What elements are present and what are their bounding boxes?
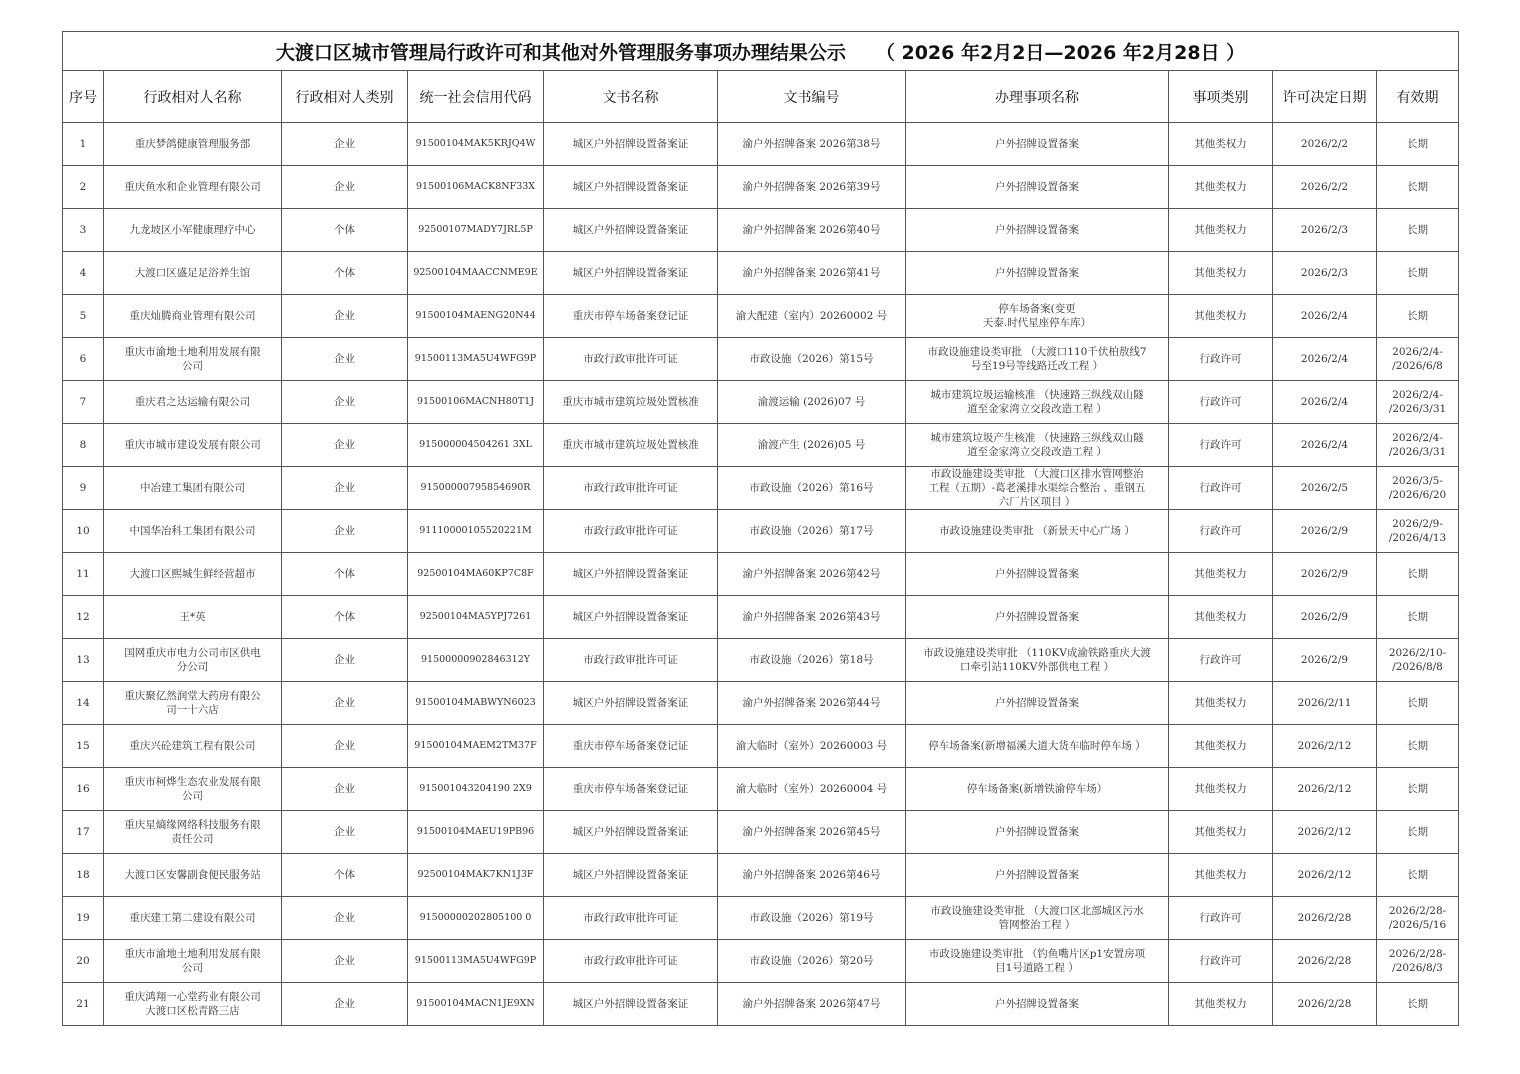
cell-code: 91500000795854690R	[408, 467, 544, 510]
cell-name: 大渡口区熙城生鲜经营超市	[104, 553, 282, 596]
cell-category: 其他类权力	[1169, 295, 1273, 338]
cell-name: 重庆兴砼建筑工程有限公司	[104, 725, 282, 768]
header-doc-no: 文书编号	[718, 71, 906, 123]
cell-no: 3	[63, 209, 104, 252]
cell-type: 企业	[282, 424, 408, 467]
cell-doc-name: 城区户外招牌设置备案证	[544, 209, 718, 252]
cell-date: 2026/2/4	[1273, 424, 1377, 467]
cell-type: 企业	[282, 510, 408, 553]
cell-doc-name: 城区户外招牌设置备案证	[544, 682, 718, 725]
cell-item: 户外招牌设置备案	[906, 209, 1169, 252]
cell-doc-name: 重庆市城市建筑垃圾处置核准	[544, 381, 718, 424]
cell-validity: 2026/2/28- /2026/5/16	[1377, 897, 1459, 940]
cell-doc-name: 市政行政审批许可证	[544, 510, 718, 553]
cell-category: 行政许可	[1169, 639, 1273, 682]
cell-name: 重庆灿腾商业管理有限公司	[104, 295, 282, 338]
cell-type: 企业	[282, 811, 408, 854]
cell-doc-no: 市政设施（2026）第16号	[718, 467, 906, 510]
cell-category: 行政许可	[1169, 897, 1273, 940]
cell-no: 7	[63, 381, 104, 424]
cell-type: 企业	[282, 295, 408, 338]
cell-name: 重庆星熵缘网络科技服务有限 责任公司	[104, 811, 282, 854]
cell-doc-no: 市政设施（2026）第18号	[718, 639, 906, 682]
cell-doc-name: 市政行政审批许可证	[544, 338, 718, 381]
cell-date: 2026/2/12	[1273, 768, 1377, 811]
cell-date: 2026/2/5	[1273, 467, 1377, 510]
cell-doc-no: 渝户外招牌备案 2026第38号	[718, 123, 906, 166]
cell-name: 重庆市渝地土地利用发展有限 公司	[104, 338, 282, 381]
cell-no: 19	[63, 897, 104, 940]
table-row	[63, 338, 1459, 381]
cell-doc-no: 市政设施（2026）第15号	[718, 338, 906, 381]
cell-type: 个体	[282, 209, 408, 252]
cell-category: 其他类权力	[1169, 854, 1273, 897]
cell-doc-no: 渝大临时（室外）20260003 号	[718, 725, 906, 768]
cell-date: 2026/2/9	[1273, 596, 1377, 639]
table-row	[63, 854, 1459, 897]
cell-name: 国网重庆市电力公司市区供电 分公司	[104, 639, 282, 682]
header-item: 办理事项名称	[906, 71, 1169, 123]
cell-type: 企业	[282, 768, 408, 811]
cell-date: 2026/2/9	[1273, 553, 1377, 596]
cell-no: 11	[63, 553, 104, 596]
cell-validity: 2026/2/10- /2026/8/8	[1377, 639, 1459, 682]
table-row	[63, 596, 1459, 639]
cell-name: 重庆君之达运输有限公司	[104, 381, 282, 424]
cell-doc-no: 渝户外招牌备案 2026第41号	[718, 252, 906, 295]
cell-category: 其他类权力	[1169, 553, 1273, 596]
cell-item: 户外招牌设置备案	[906, 252, 1169, 295]
cell-category: 其他类权力	[1169, 811, 1273, 854]
cell-doc-no: 市政设施（2026）第19号	[718, 897, 906, 940]
cell-code: 915001043204190 2X9	[408, 768, 544, 811]
table-row	[63, 983, 1459, 1026]
header-code: 统一社会信用代码	[408, 71, 544, 123]
cell-code: 91500104MAEM2TM37F	[408, 725, 544, 768]
cell-validity: 长期	[1377, 983, 1459, 1026]
cell-no: 20	[63, 940, 104, 983]
title-date-range: （ 2026 年2月2日—2026 年2月28日 ）	[875, 41, 1246, 64]
table-row	[63, 553, 1459, 596]
cell-doc-name: 城区户外招牌设置备案证	[544, 166, 718, 209]
cell-item: 户外招牌设置备案	[906, 166, 1169, 209]
cell-doc-no: 渝大临时（室外）20260004 号	[718, 768, 906, 811]
cell-item: 户外招牌设置备案	[906, 682, 1169, 725]
cell-doc-name: 城区户外招牌设置备案证	[544, 123, 718, 166]
cell-date: 2026/2/4	[1273, 381, 1377, 424]
cell-doc-no: 渝户外招牌备案 2026第45号	[718, 811, 906, 854]
cell-item: 户外招牌设置备案	[906, 553, 1169, 596]
table-row	[63, 166, 1459, 209]
cell-validity: 2026/2/4- /2026/6/8	[1377, 338, 1459, 381]
cell-no: 21	[63, 983, 104, 1026]
cell-no: 12	[63, 596, 104, 639]
notice-sheet	[62, 31, 1458, 1026]
cell-type: 个体	[282, 596, 408, 639]
cell-type: 企业	[282, 381, 408, 424]
cell-date: 2026/2/12	[1273, 725, 1377, 768]
cell-item: 市政设施建设类审批 （大渡口区排水管网整治 工程（五期）-葛老溪排水渠综合整治 、重钢五 六厂片区项目 ）	[906, 467, 1169, 510]
cell-category: 行政许可	[1169, 467, 1273, 510]
cell-type: 企业	[282, 123, 408, 166]
cell-doc-name: 城区户外招牌设置备案证	[544, 596, 718, 639]
cell-no: 1	[63, 123, 104, 166]
cell-doc-no: 渝户外招牌备案 2026第47号	[718, 983, 906, 1026]
table-row	[63, 295, 1459, 338]
cell-name: 重庆聚亿然润堂大药房有限公 司一十六店	[104, 682, 282, 725]
cell-item: 市政设施建设类审批 （新景天中心广场 ）	[906, 510, 1169, 553]
cell-code: 92500104MA60KP7C8F	[408, 553, 544, 596]
cell-no: 4	[63, 252, 104, 295]
cell-no: 10	[63, 510, 104, 553]
cell-no: 13	[63, 639, 104, 682]
cell-no: 16	[63, 768, 104, 811]
cell-validity: 长期	[1377, 252, 1459, 295]
cell-date: 2026/2/28	[1273, 940, 1377, 983]
cell-doc-name: 城区户外招牌设置备案证	[544, 811, 718, 854]
cell-doc-no: 渝户外招牌备案 2026第43号	[718, 596, 906, 639]
header-category: 事项类别	[1169, 71, 1273, 123]
cell-doc-no: 渝渡产生 (2026)05 号	[718, 424, 906, 467]
cell-date: 2026/2/2	[1273, 166, 1377, 209]
cell-category: 其他类权力	[1169, 596, 1273, 639]
cell-code: 91500106MACK8NF33X	[408, 166, 544, 209]
cell-category: 行政许可	[1169, 424, 1273, 467]
header-doc-name: 文书名称	[544, 71, 718, 123]
cell-code: 91500113MA5U4WFG9P	[408, 338, 544, 381]
cell-code: 92500104MAK7KN1J3F	[408, 854, 544, 897]
cell-code: 91500104MABWYN6023	[408, 682, 544, 725]
table-row	[63, 209, 1459, 252]
cell-date: 2026/2/28	[1273, 897, 1377, 940]
cell-type: 企业	[282, 983, 408, 1026]
table-row	[63, 467, 1459, 510]
cell-validity: 长期	[1377, 123, 1459, 166]
cell-doc-no: 渝户外招牌备案 2026第39号	[718, 166, 906, 209]
title-text: 大渡口区城市管理局行政许可和其他对外管理服务事项办理结果公示	[275, 41, 846, 64]
table-row	[63, 424, 1459, 467]
cell-name: 九龙坡区小军健康理疗中心	[104, 209, 282, 252]
cell-type: 企业	[282, 940, 408, 983]
cell-doc-name: 城区户外招牌设置备案证	[544, 854, 718, 897]
cell-name: 大渡口区盛足足浴养生馆	[104, 252, 282, 295]
cell-item: 停车场备案(变更 天泰.时代星座停车库）	[906, 295, 1169, 338]
table-row	[63, 940, 1459, 983]
table-row	[63, 682, 1459, 725]
cell-name: 中冶建工集团有限公司	[104, 467, 282, 510]
cell-date: 2026/2/28	[1273, 983, 1377, 1026]
cell-code: 91500104MAENG20N44	[408, 295, 544, 338]
cell-date: 2026/2/12	[1273, 854, 1377, 897]
cell-type: 企业	[282, 682, 408, 725]
cell-item: 市政设施建设类审批 （大渡口110千伏柏敖线7 号至19号等线路迁改工程 ）	[906, 338, 1169, 381]
cell-category: 其他类权力	[1169, 166, 1273, 209]
cell-doc-name: 重庆市停车场备案登记证	[544, 725, 718, 768]
cell-date: 2026/2/3	[1273, 209, 1377, 252]
header-row	[63, 71, 1459, 123]
cell-type: 企业	[282, 166, 408, 209]
cell-date: 2026/2/12	[1273, 811, 1377, 854]
cell-doc-name: 市政行政审批许可证	[544, 940, 718, 983]
cell-name: 重庆鱼水和企业管理有限公司	[104, 166, 282, 209]
cell-code: 92500107MADY7JRL5P	[408, 209, 544, 252]
cell-date: 2026/2/2	[1273, 123, 1377, 166]
cell-doc-name: 重庆市停车场备案登记证	[544, 768, 718, 811]
page-title	[63, 32, 1459, 71]
cell-doc-name: 市政行政审批许可证	[544, 639, 718, 682]
cell-date: 2026/2/9	[1273, 639, 1377, 682]
cell-doc-name: 城区户外招牌设置备案证	[544, 553, 718, 596]
cell-type: 企业	[282, 467, 408, 510]
cell-category: 其他类权力	[1169, 252, 1273, 295]
cell-doc-name: 重庆市停车场备案登记证	[544, 295, 718, 338]
cell-item: 户外招牌设置备案	[906, 854, 1169, 897]
cell-validity: 长期	[1377, 295, 1459, 338]
cell-doc-no: 市政设施（2026）第20号	[718, 940, 906, 983]
cell-no: 9	[63, 467, 104, 510]
cell-name: 大渡口区安馨副食便民服务站	[104, 854, 282, 897]
table-body	[63, 123, 1459, 1026]
cell-date: 2026/2/3	[1273, 252, 1377, 295]
table-row	[63, 381, 1459, 424]
cell-category: 行政许可	[1169, 381, 1273, 424]
cell-item: 市政设施建设类审批 （钓鱼嘴片区p1安置房项 目1号道路工程 ）	[906, 940, 1169, 983]
cell-category: 行政许可	[1169, 338, 1273, 381]
cell-type: 企业	[282, 639, 408, 682]
cell-code: 915000004504261 3XL	[408, 424, 544, 467]
cell-type: 个体	[282, 252, 408, 295]
cell-date: 2026/2/11	[1273, 682, 1377, 725]
cell-doc-no: 渝户外招牌备案 2026第44号	[718, 682, 906, 725]
table-row	[63, 768, 1459, 811]
cell-category: 行政许可	[1169, 940, 1273, 983]
cell-type: 企业	[282, 725, 408, 768]
cell-item: 城市建筑垃圾运输核准 （快速路三纵线双山隧 道至金家湾立交段改造工程 ）	[906, 381, 1169, 424]
cell-doc-name: 重庆市城市建筑垃圾处置核准	[544, 424, 718, 467]
cell-doc-no: 渝户外招牌备案 2026第42号	[718, 553, 906, 596]
cell-doc-no: 渝户外招牌备案 2026第40号	[718, 209, 906, 252]
cell-type: 个体	[282, 854, 408, 897]
table-row	[63, 510, 1459, 553]
cell-validity: 长期	[1377, 553, 1459, 596]
table-row	[63, 639, 1459, 682]
header-no: 序号	[63, 71, 104, 123]
cell-category: 其他类权力	[1169, 725, 1273, 768]
header-type: 行政相对人类别	[282, 71, 408, 123]
cell-validity: 长期	[1377, 209, 1459, 252]
cell-doc-no: 渝大配建（室内）20260002 号	[718, 295, 906, 338]
cell-validity: 长期	[1377, 768, 1459, 811]
cell-name: 重庆建工第二建设有限公司	[104, 897, 282, 940]
cell-validity: 2026/2/28- /2026/8/3	[1377, 940, 1459, 983]
cell-date: 2026/2/4	[1273, 295, 1377, 338]
cell-name: 王*英	[104, 596, 282, 639]
cell-validity: 长期	[1377, 811, 1459, 854]
cell-item: 户外招牌设置备案	[906, 596, 1169, 639]
cell-code: 91500000902846312Y	[408, 639, 544, 682]
cell-code: 91500104MAK5KRJQ4W	[408, 123, 544, 166]
table-row	[63, 811, 1459, 854]
cell-code: 91110000105520221M	[408, 510, 544, 553]
table-row	[63, 252, 1459, 295]
cell-no: 17	[63, 811, 104, 854]
cell-no: 15	[63, 725, 104, 768]
cell-name: 重庆市柯烨生态农业发展有限 公司	[104, 768, 282, 811]
cell-doc-no: 市政设施（2026）第17号	[718, 510, 906, 553]
cell-no: 2	[63, 166, 104, 209]
cell-validity: 长期	[1377, 166, 1459, 209]
cell-category: 其他类权力	[1169, 983, 1273, 1026]
cell-item: 市政设施建设类审批 （110KV成渝铁路重庆大渡 口牵引站110KV外部供电工程 ）	[906, 639, 1169, 682]
cell-item: 户外招牌设置备案	[906, 123, 1169, 166]
cell-name: 重庆市城市建设发展有限公司	[104, 424, 282, 467]
cell-type: 个体	[282, 553, 408, 596]
cell-code: 91500000202805100 0	[408, 897, 544, 940]
cell-validity: 2026/2/4- /2026/3/31	[1377, 381, 1459, 424]
cell-name: 重庆市渝地土地利用发展有限 公司	[104, 940, 282, 983]
cell-validity: 2026/3/5- /2026/6/20	[1377, 467, 1459, 510]
cell-category: 行政许可	[1169, 510, 1273, 553]
cell-no: 6	[63, 338, 104, 381]
cell-doc-name: 城区户外招牌设置备案证	[544, 983, 718, 1026]
cell-category: 其他类权力	[1169, 768, 1273, 811]
cell-category: 其他类权力	[1169, 209, 1273, 252]
cell-category: 其他类权力	[1169, 682, 1273, 725]
header-name: 行政相对人名称	[104, 71, 282, 123]
cell-date: 2026/2/9	[1273, 510, 1377, 553]
cell-name: 重庆梦鸽健康管理服务部	[104, 123, 282, 166]
cell-item: 停车场备案(新增铁渝停车场）	[906, 768, 1169, 811]
cell-validity: 2026/2/9- /2026/4/13	[1377, 510, 1459, 553]
cell-name: 中国华冶科工集团有限公司	[104, 510, 282, 553]
cell-no: 8	[63, 424, 104, 467]
results-table	[62, 31, 1459, 1026]
header-date: 许可决定日期	[1273, 71, 1377, 123]
cell-validity: 长期	[1377, 682, 1459, 725]
cell-name: 重庆鸿翔一心堂药业有限公司 大渡口区松青路三店	[104, 983, 282, 1026]
cell-code: 92500104MA5YPJ7261	[408, 596, 544, 639]
cell-type: 企业	[282, 897, 408, 940]
cell-doc-name: 市政行政审批许可证	[544, 897, 718, 940]
cell-validity: 长期	[1377, 854, 1459, 897]
cell-code: 92500104MAACCNME9E	[408, 252, 544, 295]
cell-no: 14	[63, 682, 104, 725]
table-row	[63, 725, 1459, 768]
cell-validity: 2026/2/4- /2026/3/31	[1377, 424, 1459, 467]
cell-item: 市政设施建设类审批 （大渡口区北部城区污水 管网整治工程 ）	[906, 897, 1169, 940]
cell-doc-name: 城区户外招牌设置备案证	[544, 252, 718, 295]
cell-category: 其他类权力	[1169, 123, 1273, 166]
cell-code: 91500104MACN1JE9XN	[408, 983, 544, 1026]
cell-doc-no: 渝户外招牌备案 2026第46号	[718, 854, 906, 897]
cell-no: 5	[63, 295, 104, 338]
cell-no: 18	[63, 854, 104, 897]
table-row	[63, 123, 1459, 166]
cell-code: 91500106MACNH80T1J	[408, 381, 544, 424]
cell-validity: 长期	[1377, 725, 1459, 768]
cell-code: 91500104MAEU19PB96	[408, 811, 544, 854]
table-row	[63, 897, 1459, 940]
cell-type: 企业	[282, 338, 408, 381]
cell-date: 2026/2/4	[1273, 338, 1377, 381]
header-validity: 有效期	[1377, 71, 1459, 123]
cell-item: 户外招牌设置备案	[906, 811, 1169, 854]
cell-validity: 长期	[1377, 596, 1459, 639]
cell-item: 户外招牌设置备案	[906, 983, 1169, 1026]
cell-doc-name: 市政行政审批许可证	[544, 467, 718, 510]
cell-item: 城市建筑垃圾产生核准 （快速路三纵线双山隧 道至金家湾立交段改造工程 ）	[906, 424, 1169, 467]
cell-item: 停车场备案(新增福溪大道大货车临时停车场 ）	[906, 725, 1169, 768]
cell-doc-no: 渝渡运输 (2026)07 号	[718, 381, 906, 424]
cell-code: 91500113MA5U4WFG9P	[408, 940, 544, 983]
